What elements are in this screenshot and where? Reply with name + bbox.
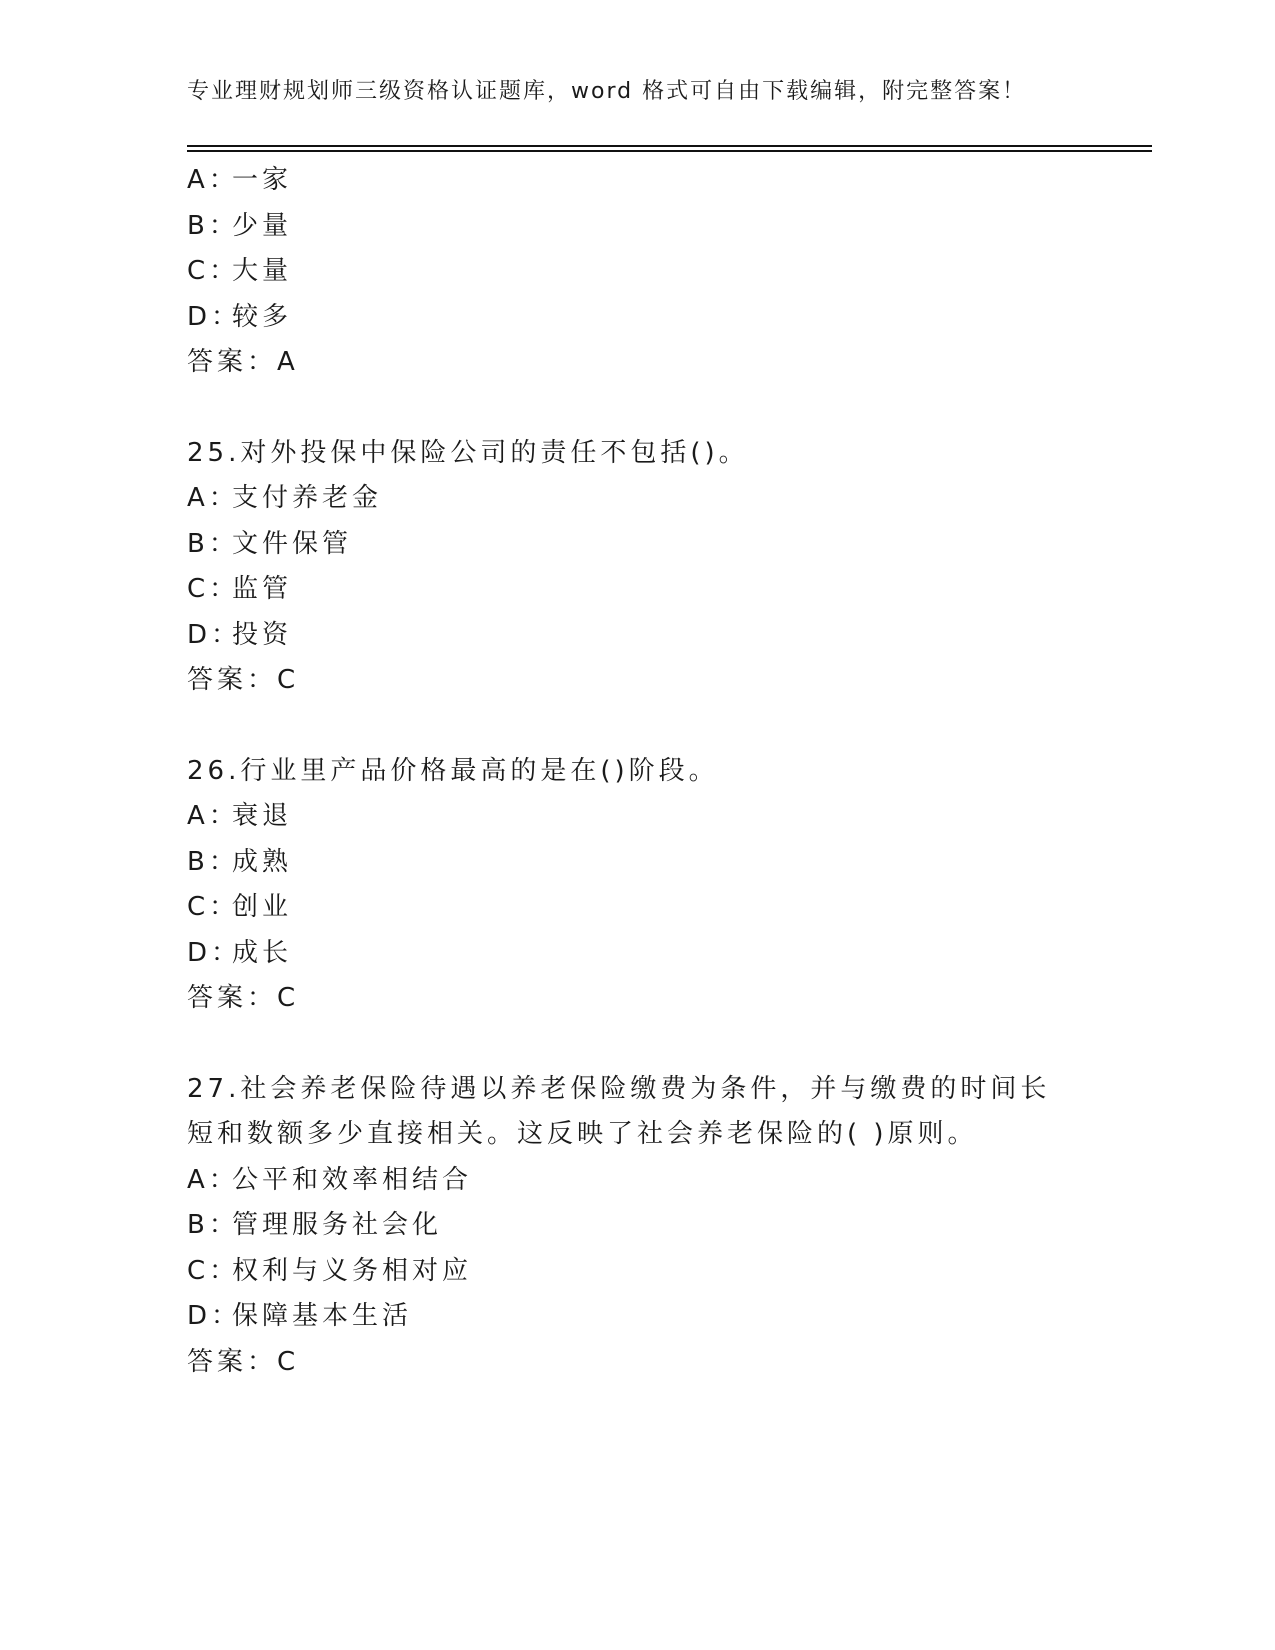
option-a (187, 794, 1087, 840)
option-text: 权利与义务相对应 (232, 1255, 473, 1286)
option-c (187, 249, 1087, 295)
option-a (187, 1158, 1087, 1204)
option-d (187, 295, 1087, 341)
option-key: A： (187, 1164, 239, 1195)
question-stem: 27.社会养老保险待遇以养老保险缴费为条件，并与缴费的时间长短和数额多少直接相关。这反映了社会养老保险的( )原则。 (187, 1073, 1051, 1149)
option-text: 创业 (232, 892, 293, 922)
option-d (187, 613, 1087, 659)
option-b (187, 204, 1087, 250)
spacer (187, 704, 1087, 749)
option-c (187, 567, 1087, 613)
spacer (187, 386, 1087, 431)
option-text: 文件保管 (232, 528, 353, 559)
question-stem: 25.对外投保中保险公司的责任不包括()。 (187, 437, 749, 468)
option-text: 少量 (232, 210, 293, 241)
answer-line: 答案：C (187, 1346, 300, 1377)
option-key: B： (187, 1210, 239, 1240)
option-text: 较多 (232, 301, 293, 332)
option-key: C： (187, 1255, 240, 1286)
option-text: 公平和效率相结合 (232, 1164, 473, 1195)
option-key: C： (187, 574, 240, 604)
question-25 (187, 431, 1087, 749)
option-a (187, 158, 1087, 204)
option-text: 管理服务社会化 (232, 1210, 443, 1240)
answer-line: 答案：C (187, 983, 300, 1013)
question-27 (187, 1067, 1087, 1386)
option-text: 投资 (232, 619, 293, 650)
option-text: 大量 (232, 256, 293, 286)
question-24-continued (187, 158, 1087, 431)
option-key: D： (187, 619, 242, 650)
page-header: 专业理财规划师三级资格认证题库，word 格式可自由下载编辑，附完整答案！ (187, 79, 1027, 104)
option-a (187, 476, 1087, 522)
option-key: A： (187, 483, 239, 513)
option-d (187, 931, 1087, 977)
option-c (187, 1249, 1087, 1295)
question-26 (187, 749, 1087, 1067)
option-text: 一家 (232, 165, 293, 195)
header-rule-bottom (187, 150, 1152, 152)
option-b (187, 522, 1087, 568)
option-key: C： (187, 256, 240, 286)
option-key: A： (187, 165, 239, 195)
answer-line: 答案：A (187, 347, 299, 377)
question-stem: 26.行业里产品价格最高的是在()阶段。 (187, 755, 719, 786)
option-text: 监管 (232, 574, 293, 604)
option-text: 成熟 (232, 846, 293, 877)
option-key: A： (187, 801, 239, 831)
option-text: 保障基本生活 (232, 1301, 413, 1331)
option-text: 支付养老金 (232, 483, 383, 513)
option-text: 成长 (232, 937, 293, 968)
option-key: B： (187, 846, 239, 877)
option-key: D： (187, 301, 242, 332)
option-b (187, 1203, 1087, 1249)
option-key: B： (187, 528, 239, 559)
option-b (187, 840, 1087, 886)
option-text: 衰退 (232, 801, 293, 831)
option-key: B： (187, 210, 239, 241)
spacer (187, 1022, 1087, 1067)
option-key: D： (187, 937, 242, 968)
option-d (187, 1294, 1087, 1340)
option-c (187, 885, 1087, 931)
header-rule-top (187, 145, 1152, 147)
answer-line: 答案：C (187, 665, 300, 695)
question-list (187, 158, 1087, 1385)
option-key: D： (187, 1301, 242, 1331)
option-key: C： (187, 892, 240, 922)
